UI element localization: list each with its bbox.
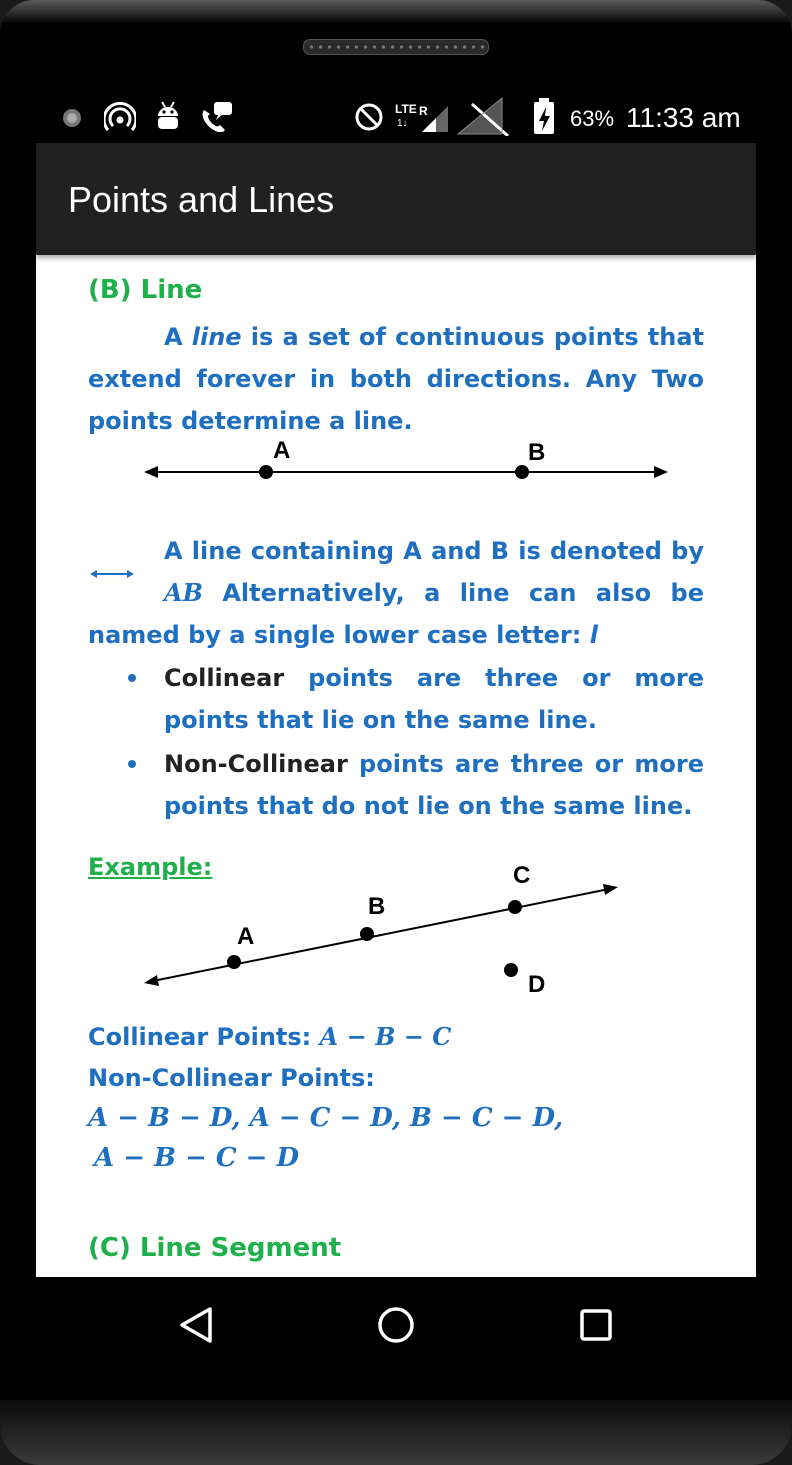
point-a-label: A — [273, 437, 291, 464]
collinear-points-line — [88, 1022, 451, 1051]
battery-charging-icon — [532, 98, 556, 136]
clock: 11:33 am — [626, 102, 741, 133]
earpiece-speaker — [303, 39, 489, 55]
point-b-label: B — [368, 893, 386, 920]
phone-top-bezel — [0, 0, 792, 22]
battery-percent: 63% — [570, 106, 615, 131]
right-arrowhead — [654, 466, 668, 478]
app-screen — [36, 143, 756, 1277]
line-ab-diagram — [136, 430, 676, 490]
missed-call-icon — [198, 100, 234, 132]
point-d-label: D — [528, 971, 546, 995]
section-c-heading: (C) Line Segment — [88, 1233, 342, 1263]
no-wifi-icon — [456, 96, 512, 136]
status-bar — [36, 92, 756, 144]
non-collinear-points-line2: A − B − C − D — [94, 1143, 300, 1173]
point-b-dot — [360, 927, 374, 941]
line-notation-paragraph — [88, 530, 704, 656]
section-b-heading: (B) Line — [88, 275, 203, 305]
collinear-definition — [164, 657, 704, 741]
point-c-label: C — [513, 862, 531, 889]
non-collinear-text: points are three or more points that do not lie on the same line. — [164, 750, 704, 820]
bullet-collinear — [128, 674, 136, 682]
point-c-dot — [508, 900, 522, 914]
collinear-example-diagram — [136, 845, 636, 995]
point-b-label: B — [528, 439, 546, 466]
lesson-content[interactable] — [36, 255, 756, 1277]
collinear-points-value: A − B − C — [319, 1022, 452, 1051]
home-icon[interactable] — [376, 1305, 416, 1345]
collinear-term: Collinear — [164, 664, 285, 692]
signal-icon — [420, 102, 450, 134]
non-collinear-points-label: Non-Collinear Points: — [88, 1064, 375, 1092]
para1-start: A — [164, 323, 192, 351]
app-title: Points and Lines — [68, 179, 335, 220]
para2-rest: Alternatively, a line can also be named by a single lower case letter: — [88, 579, 704, 649]
bullet-non-collinear — [128, 760, 136, 768]
point-b-dot — [515, 465, 529, 479]
network-type-label: LTE — [395, 102, 417, 116]
non-collinear-points-line1: A − B − D, A − C − D, B − C − D, — [88, 1103, 564, 1133]
non-collinear-definition — [164, 743, 704, 827]
line-ab-symbol — [88, 572, 203, 614]
double-arrow-overline — [90, 568, 134, 580]
example-label: Example: — [88, 853, 213, 881]
upper-arrowhead — [603, 884, 618, 895]
para1-rest: is a set of continuous points that extend forever in both directions. Any Two points determine a line. — [88, 323, 705, 435]
notification-dot-icon — [60, 106, 84, 130]
back-icon[interactable] — [176, 1305, 216, 1345]
para1-italic-term: line — [191, 323, 242, 351]
app-bar — [36, 143, 756, 255]
recents-icon[interactable] — [578, 1307, 614, 1343]
collinear-points-label: Collinear Points: — [88, 1023, 320, 1051]
left-arrowhead — [144, 466, 158, 478]
navigation-bar — [36, 1277, 756, 1373]
point-a-label: A — [237, 923, 255, 950]
phone-bottom-bezel — [0, 1400, 792, 1465]
line-ab-symbol-text: AB — [164, 578, 203, 607]
data-activity-label: 1↓ — [397, 118, 408, 129]
collinear-text: points are three or more points that lie on the same line. — [164, 664, 704, 734]
android-debug-icon — [154, 100, 182, 134]
line-definition-paragraph — [88, 316, 704, 442]
roaming-label: R — [419, 104, 428, 118]
hotspot-icon — [104, 102, 136, 134]
point-a-dot — [259, 465, 273, 479]
non-collinear-term: Non-Collinear — [164, 750, 348, 778]
para2-start: A line containing A and B is denoted by — [164, 537, 704, 565]
point-a-dot — [227, 955, 241, 969]
lowercase-letter-l: l — [589, 621, 598, 649]
point-d-dot — [504, 963, 518, 977]
lower-arrowhead — [144, 975, 159, 986]
do-not-disturb-icon — [354, 102, 384, 132]
